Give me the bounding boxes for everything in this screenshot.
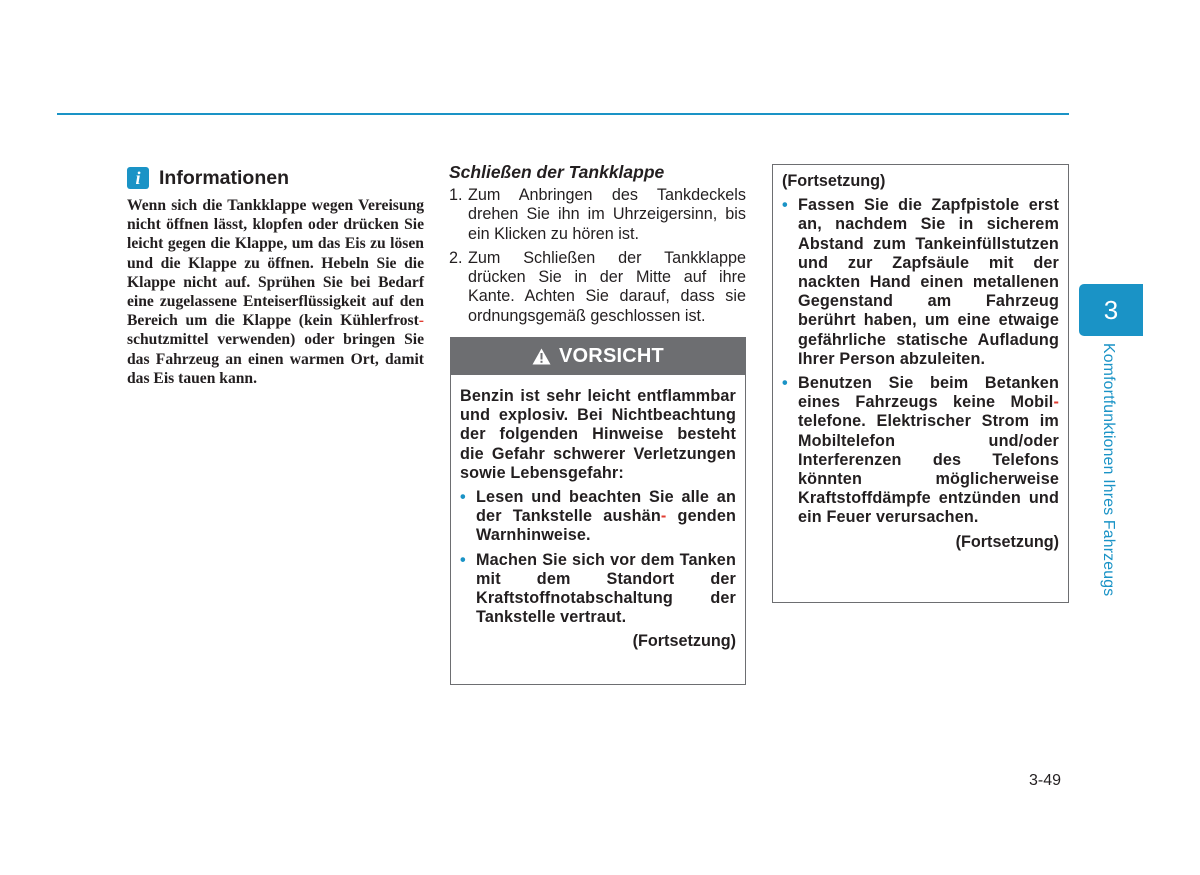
- bullet-line: an der Tankstelle aushän: [476, 488, 736, 526]
- continued-bullets: [782, 196, 1059, 527]
- chapter-tab: 3: [1079, 284, 1143, 336]
- info-line: die Klappe, um das Eis zu lösen: [210, 235, 424, 253]
- chapter-title: Komfortfunktionen Ihres Fahrzeugs: [1100, 343, 1117, 597]
- info-line: Wenn sich die Tankklappe wegen: [127, 197, 354, 214]
- info-line: Sie das Fahrzeug an einen warmen: [127, 331, 424, 368]
- bullet-line: berührt haben, um eine: [798, 311, 991, 330]
- bullet-line: erst an, nachdem Sie in: [798, 196, 1059, 234]
- continued-heading: (Fortsetzung): [782, 172, 886, 190]
- info-line: Ort, damit das Eis tauen kann.: [127, 350, 424, 387]
- info-line: Vereisung nicht öffnen lässt, klopfen: [127, 197, 425, 234]
- info-header: [127, 166, 424, 190]
- hyphen-mark: -: [418, 312, 424, 330]
- bullet-dot: •: [782, 374, 788, 393]
- continued-bullet: [782, 374, 1059, 528]
- bullet-line: Tankstelle vertraut.: [476, 608, 627, 627]
- section-title: Schließen der Tankklappe: [449, 162, 665, 182]
- info-title: Informationen: [159, 166, 289, 189]
- step-line: drücken Sie in der Mitte auf ihre: [468, 268, 746, 287]
- bullet-line: könnten möglicherweise: [798, 470, 1059, 489]
- caution-body: [451, 375, 745, 652]
- step-item: [449, 249, 746, 326]
- caution-line: Hinweise besteht die Gefahr: [460, 425, 736, 463]
- bullet-line: sicherem Abstand zum: [798, 215, 1059, 253]
- continued-footer: (Fortsetzung): [955, 532, 1059, 551]
- bullet-line: Benutzen Sie beim Betanken: [798, 374, 1059, 393]
- step-number: 1.: [449, 186, 463, 204]
- bullet-line: Tankeinfüllstutzen und zur: [798, 234, 1059, 272]
- continued-bullet: [782, 196, 1059, 369]
- bullet-line: Kraftstoffdämpfe entzünden: [798, 489, 1021, 508]
- bullet-line: Tanken mit dem Standort der: [476, 550, 736, 588]
- step-line: ordnungsgemäß geschlossen ist.: [468, 306, 706, 325]
- caution-line: Benzin ist sehr leicht: [460, 387, 631, 405]
- caution-heading: VORSICHT: [559, 345, 664, 367]
- caution-box: [450, 337, 746, 685]
- bullet-line: genden Warnhinweise.: [476, 507, 737, 545]
- continued-label: (Fortsetzung): [632, 632, 736, 651]
- info-text: [127, 196, 424, 388]
- caution-header: [451, 338, 745, 375]
- info-line: um die Klappe (kein Kühlerfrost: [185, 312, 419, 330]
- bullet-line: abzuleiten.: [899, 349, 986, 368]
- bullet-line: Kraftstoffnotabschaltung der: [476, 589, 736, 608]
- warning-triangle-icon: [532, 348, 551, 365]
- info-section: [127, 166, 424, 388]
- bullet-line: Machen Sie sich vor dem: [476, 550, 675, 569]
- closing-section: [449, 161, 746, 331]
- info-line: bei Bedarf eine zugelassene: [127, 273, 425, 311]
- caution-line: schwerer Verletzungen sowie: [460, 444, 737, 482]
- hyphen-mark: -: [660, 507, 667, 526]
- continued-body: [773, 165, 1068, 552]
- bullet-line: etwaige gefährliche statische: [798, 311, 1059, 349]
- caution-line: Lebensgefahr:: [510, 463, 624, 482]
- bullet-dot: •: [460, 550, 466, 569]
- caution-bullets: [460, 488, 736, 627]
- caution-bullet: [460, 488, 736, 546]
- step-line: drehen Sie ihn im Uhrzeigersinn,: [468, 205, 718, 224]
- bullet-line: telefone. Elektrischer Strom: [798, 412, 1030, 431]
- bullet-line: Aufladung Ihrer Person: [798, 330, 1060, 368]
- caution-line: entflammbar und explosiv. Bei: [460, 387, 736, 425]
- step-line: Zum Anbringen des Tankdeckels: [468, 186, 746, 204]
- info-icon: i: [127, 167, 149, 189]
- step-line: Kante. Achten Sie darauf, dass sie: [468, 287, 746, 306]
- info-line: schutzmittel verwenden) oder bringen: [127, 331, 396, 349]
- bullet-dot: •: [782, 196, 788, 215]
- bullet-line: im Mobiltelefon und/oder: [798, 412, 1059, 450]
- continued-box: [772, 164, 1069, 603]
- info-line: Enteiserflüssigkeit auf den Bereich: [127, 293, 424, 330]
- caution-intro: [460, 387, 736, 483]
- caution-line: Nichtbeachtung der folgenden: [460, 406, 736, 444]
- bullet-line: Interferenzen des Telefons: [798, 450, 1059, 469]
- bullet-line: eines Fahrzeugs keine Mobil: [798, 393, 1054, 412]
- step-number: 2.: [449, 248, 463, 267]
- bullet-dot: •: [460, 488, 466, 507]
- step-line: Zum Schließen der Tankklappe: [468, 248, 746, 267]
- bullet-line: Fassen Sie die Zapfpistole: [798, 196, 1020, 215]
- page-number: 3-49: [1029, 772, 1062, 789]
- bullet-line: Hand einen metallenen: [869, 273, 1059, 292]
- caution-bullet: [460, 551, 736, 628]
- bullet-line: Lesen und beachten Sie alle: [476, 488, 710, 507]
- info-line: oder drücken Sie leicht gegen: [127, 216, 424, 253]
- info-line: und die Klappe zu öffnen. Hebeln Sie: [127, 254, 397, 272]
- info-line: die Klappe nicht auf. Sprühen Sie: [127, 254, 424, 291]
- header-rule: [57, 113, 1069, 115]
- hyphen-mark: -: [1053, 393, 1059, 412]
- bullet-line: Gegenstand am Fahrzeug: [798, 292, 1059, 311]
- bullet-line: Zapfsäule mit der nackten: [798, 253, 1059, 292]
- steps-list: [449, 186, 746, 326]
- step-line: bis ein Klicken zu hören ist.: [468, 205, 746, 243]
- bullet-line: und ein Feuer verursachen.: [798, 489, 1059, 527]
- step-item: [449, 186, 746, 244]
